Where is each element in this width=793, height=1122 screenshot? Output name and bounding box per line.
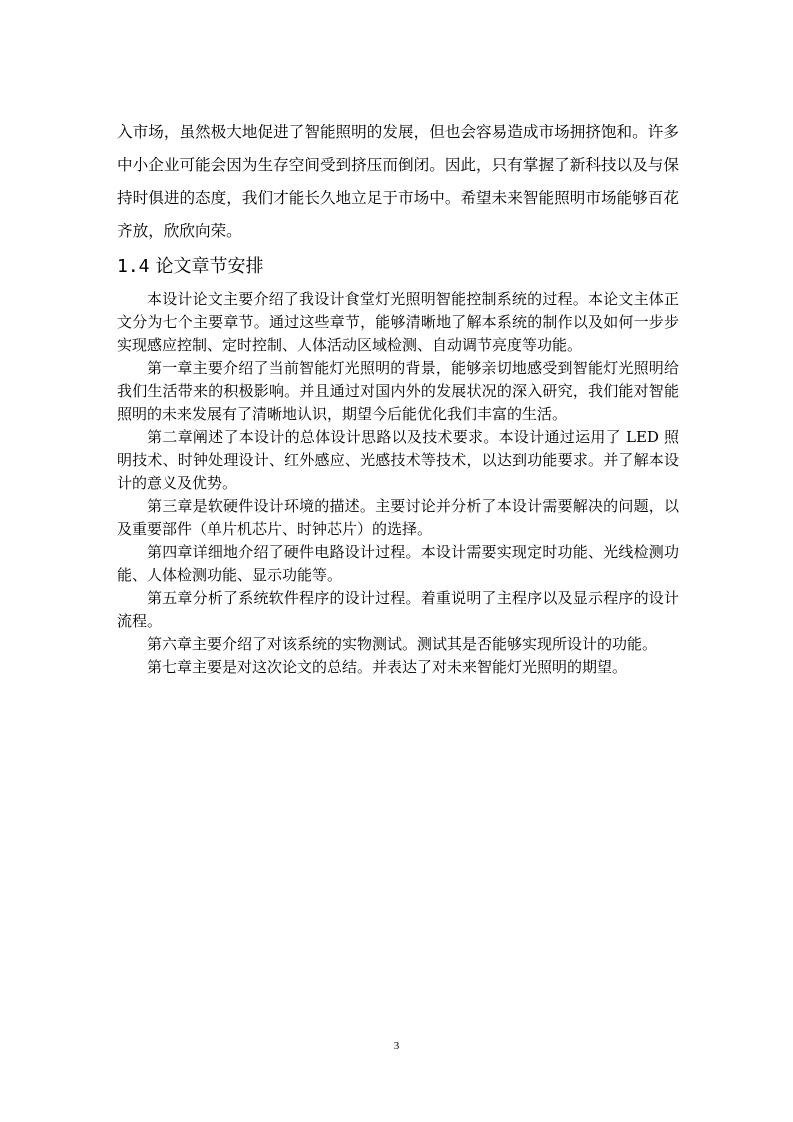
section-heading [117,254,679,280]
body-paragraph-chapter-5: 第五章分析了系统软件程序的设计过程。着重说明了主程序以及显示程序的设计流程。 [117,589,679,630]
body-paragraph-chapter-7: 第七章主要是对这次论文的总结。并表达了对未来智能灯光照明的期望。 [147,658,628,676]
section-number: 1.4 [117,256,150,277]
body-paragraph-chapter-4: 第四章详细地介绍了硬件电路设计过程。本设计需要实现定时功能、光线检测功能、人体检测功能、显示功能等。 [117,543,679,584]
body-paragraph-chapter-3: 第三章是软硬件设计环境的描述。主要讨论并分析了本设计需要解决的问题，以及重要部件（单片机芯片、时钟芯片）的选择。 [117,497,679,538]
page-content [117,116,679,679]
body-paragraph-chapter-6: 第六章主要介绍了对该系统的实物测试。测试其是否能够实现所设计的功能。 [147,635,658,653]
body-paragraph-intro: 本设计论文主要介绍了我设计食堂灯光照明智能控制系统的过程。本论文主体正文分为七个主要章节。通过这些章节，能够清晰地了解本系统的制作以及如何一步步实现感应控制、定时控制、人体活动区域检测、自动调节亮度等功能。 [117,290,679,354]
body-paragraph-chapter-2: 第二章阐述了本设计的总体设计思路以及技术要求。本设计通过运用了 LED 照明技术、时钟处理设计、红外感应、光感技术等技术，以达到功能要求。并了解本设计的意义及优势。 [117,428,679,492]
opening-paragraph: 入市场，虽然极大地促进了智能照明的发展，但也会容易造成市场拥挤饱和。许多中小企业可能会因为生存空间受到挤压而倒闭。因此，只有掌握了新科技以及与保持时俱进的态度，我们才能长久地立足于市场中。希望未来智能照明市场能够百花齐放，欣欣向荣。 [117,123,679,240]
section-title: 论文章节安排 [155,256,264,277]
body-paragraph-chapter-1: 第一章主要介绍了当前智能灯光照明的背景，能够亲切地感受到智能灯光照明给我们生活带来的积极影响。并且通过对国内外的发展状况的深入研究，我们能对智能照明的未来发展有了清晰地认识，期望今后能优化我们丰富的生活。 [117,359,679,423]
page-number: 3 [393,1040,400,1052]
